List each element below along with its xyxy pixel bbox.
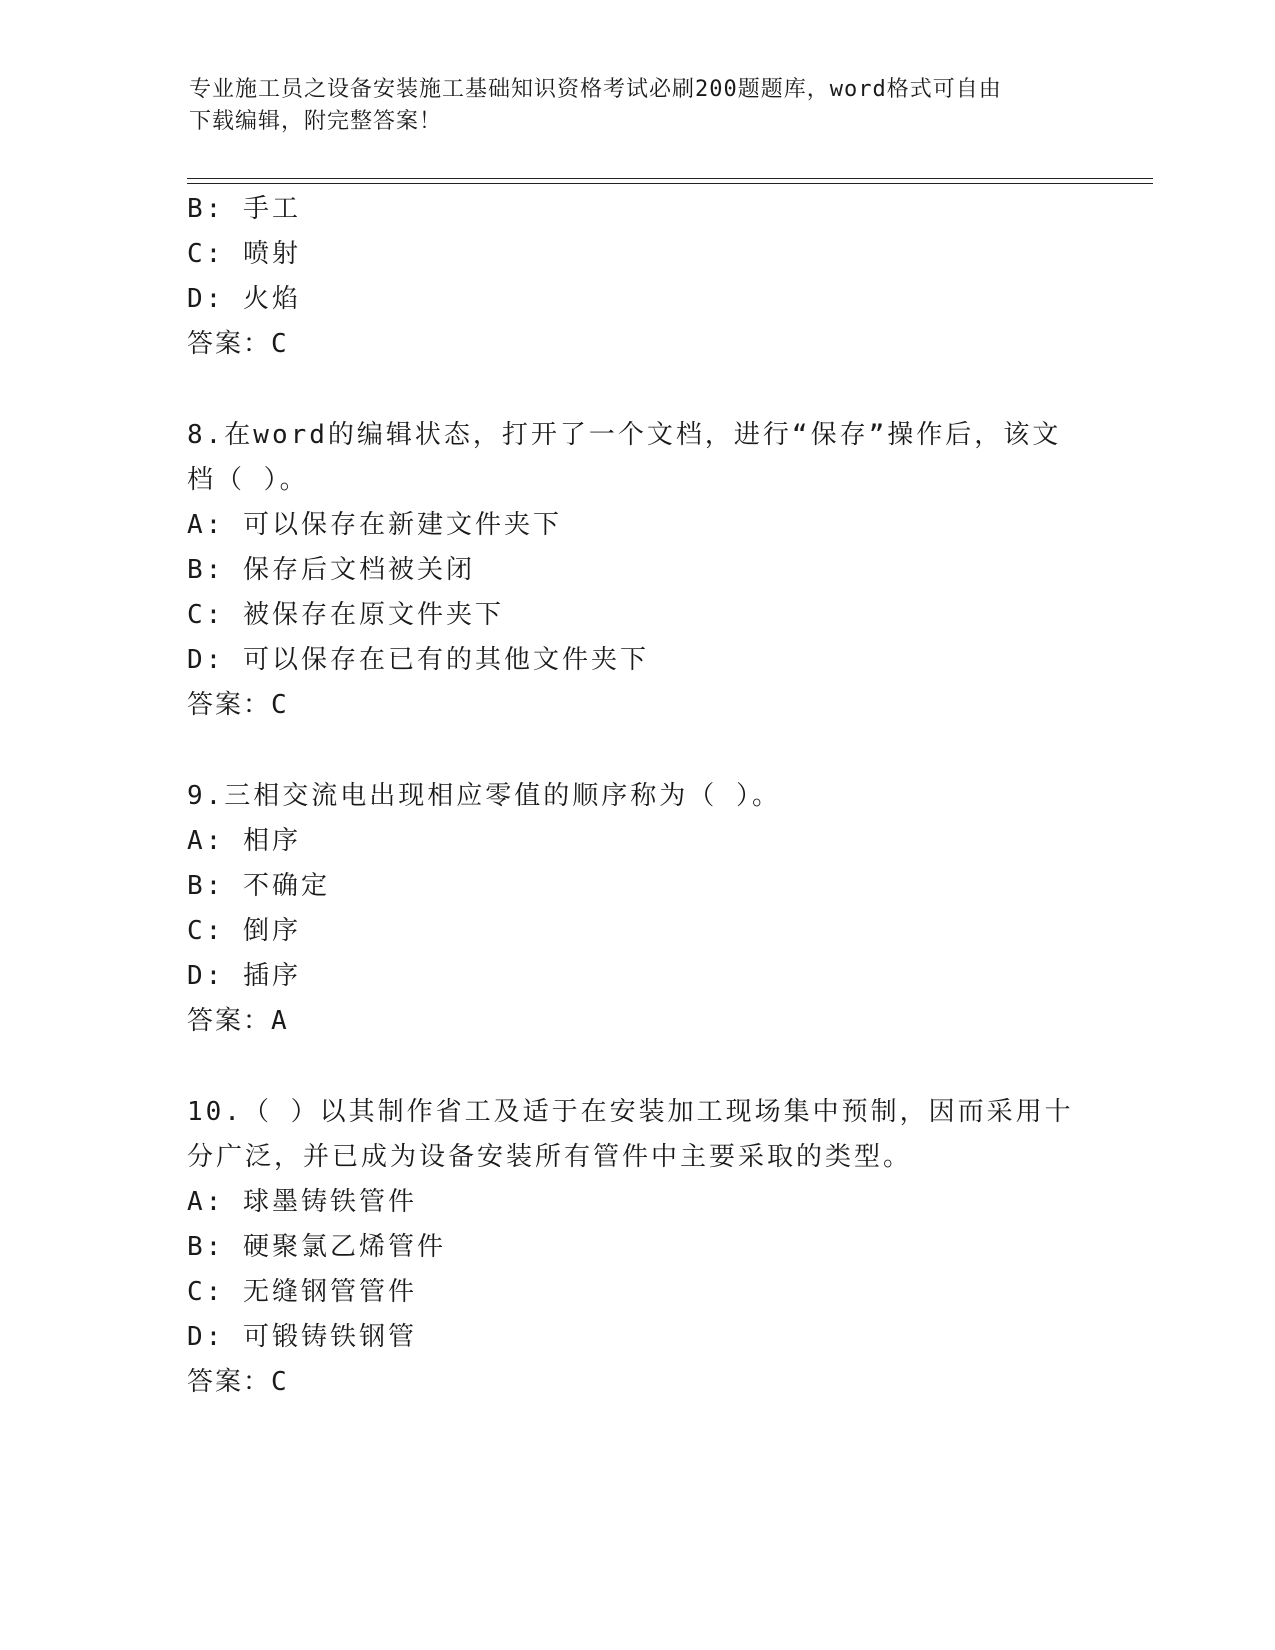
- header-title: [189, 74, 1079, 138]
- answer: 答案：C: [187, 690, 289, 720]
- option-c: C: 被保存在原文件夹下: [187, 600, 504, 630]
- option-a: A: 相序: [187, 826, 301, 856]
- question-stem-line-2: 档（ ）。: [187, 465, 309, 495]
- option-b: B: 不确定: [187, 871, 330, 901]
- option-d: D: 可锻铸铁钢管: [187, 1322, 417, 1352]
- answer: 答案：C: [187, 1367, 289, 1397]
- option-c: C: 倒序: [187, 916, 301, 946]
- header-divider-top: [187, 178, 1153, 179]
- header-divider-bottom: [187, 183, 1153, 184]
- option-d: D: 可以保存在已有的其他文件夹下: [187, 645, 649, 675]
- question-stem-line-2: 分广泛，并已成为设备安装所有管件中主要采取的类型。: [187, 1142, 913, 1172]
- question-stem-line-1: 8.在word的编辑状态，打开了一个文档，进行“保存”操作后，该文: [187, 420, 1062, 450]
- answer: 答案：C: [187, 329, 289, 359]
- option-c: C: 无缝钢管管件: [187, 1277, 417, 1307]
- option-d: D: 火焰: [187, 284, 301, 314]
- option-b: B: 硬聚氯乙烯管件: [187, 1232, 446, 1262]
- option-d: D: 插序: [187, 961, 301, 991]
- header-line-1: 专业施工员之设备安装施工基础知识资格考试必刷200题题库，word格式可自由: [189, 77, 1002, 102]
- answer: 答案：A: [187, 1006, 289, 1036]
- header-line-2: 下载编辑，附完整答案！: [189, 109, 443, 134]
- option-b: B: 保存后文档被关闭: [187, 555, 475, 585]
- option-b: B: 手工: [187, 194, 301, 224]
- question-stem-line-1: 10.（ ）以其制作省工及适于在安装加工现场集中预制，因而采用十: [187, 1097, 1074, 1127]
- question-stem-line-1: 9.三相交流电出现相应零值的顺序称为（ ）。: [187, 781, 781, 811]
- option-c: C: 喷射: [187, 239, 301, 269]
- option-a: A: 球墨铸铁管件: [187, 1187, 417, 1217]
- option-a: A: 可以保存在新建文件夹下: [187, 510, 562, 540]
